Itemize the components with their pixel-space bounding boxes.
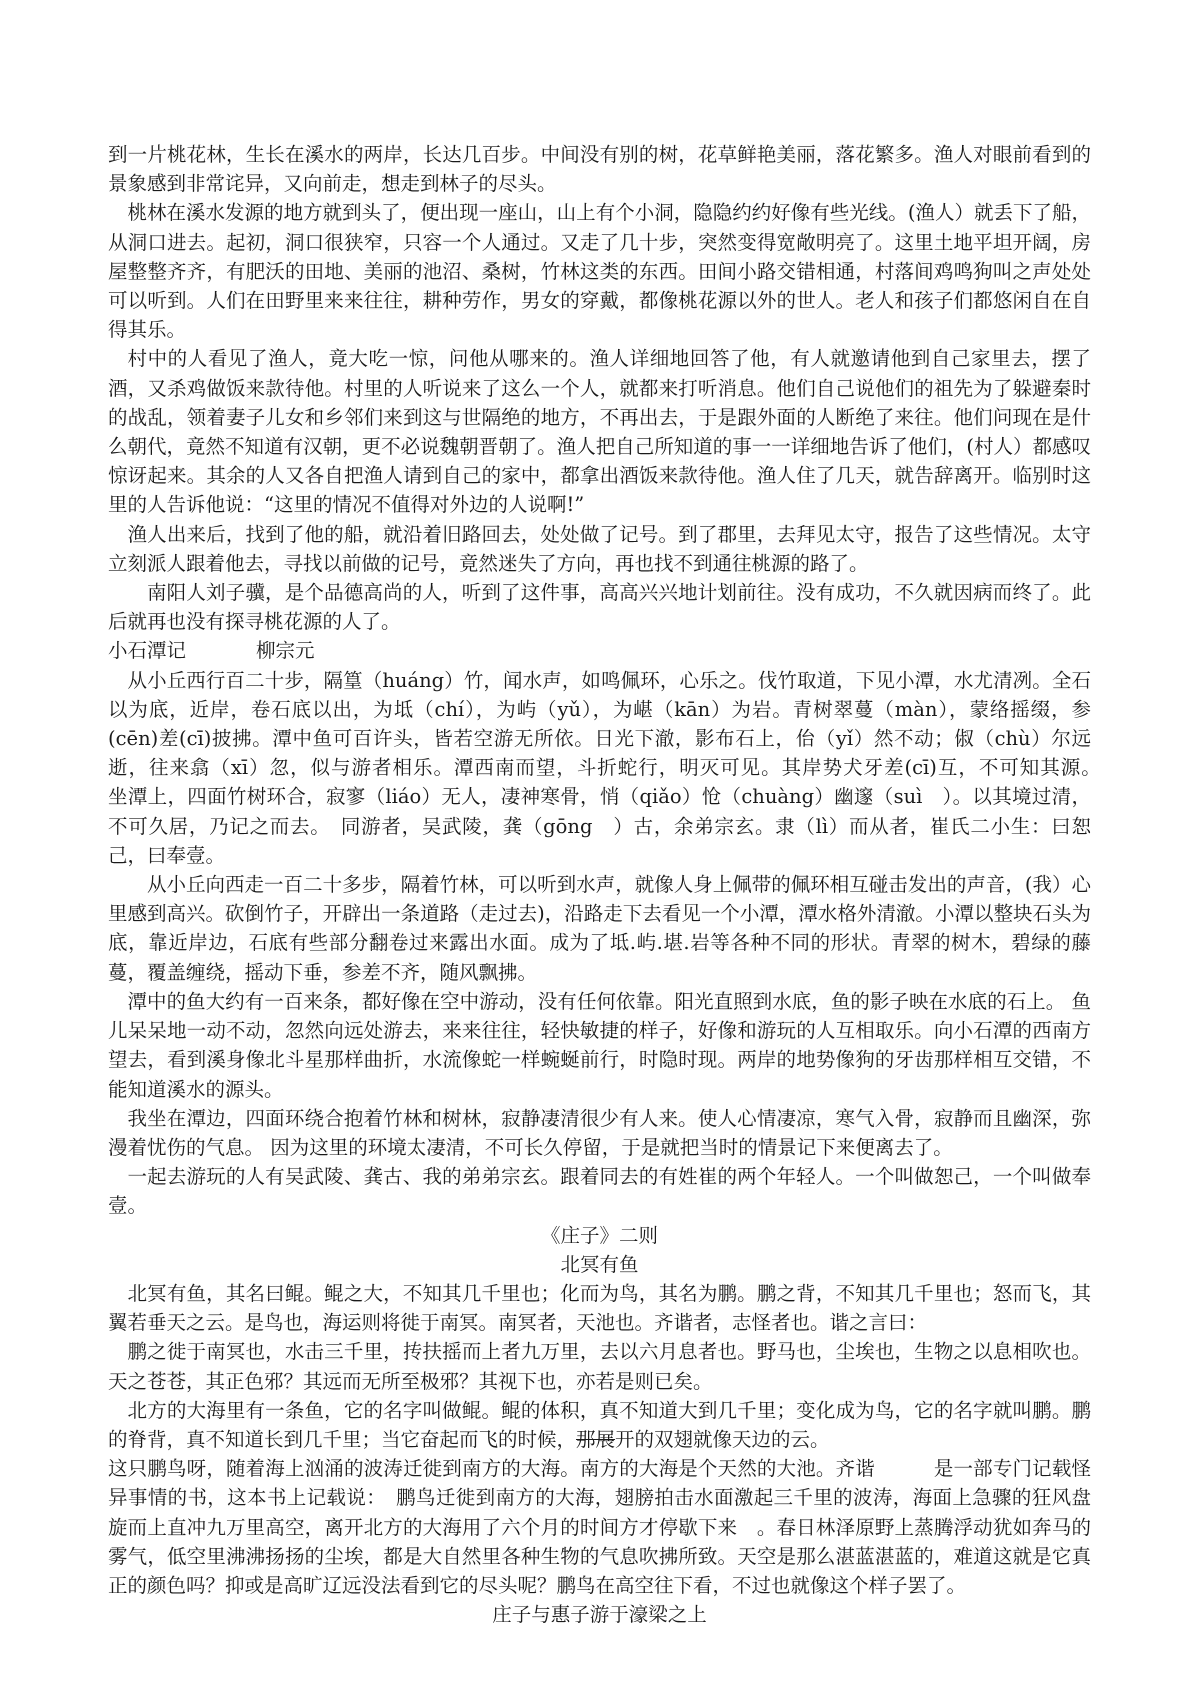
taohua-paragraph-3: 村中的人看见了渔人，竟大吃一惊，问他从哪来的。渔人详细地回答了他，有人就邀请他到自己家里去，摆了酒，又杀鸡做饭来款待他。村里的人听说来了这么一个人，就都来打听消息。他们自己说他们的祖先为了躲避秦时的战乱，领着妻子儿女和乡邻们来到这与世隔绝的地方，不再出去，于是跟外面的人断绝了来往。他们问现在是什么朝代，竟然不知道有汉朝，更不必说魏朝晋朝了。渔人把自己所知道的事一一详细地告诉了他们，(村人）都感叹惊讶起来。其余的人又各自把渔人请到自己的家中，都拿出酒饭来款待他。渔人住了几天，就告辞离开。临别时这里的人告诉他说：“这里的情况不值得对外边的人说啊!” — [108, 347, 1091, 517]
xiaoshitan-translation-4: 一起去游玩的人有吴武陵、龚古、我的弟弟宗玄。跟着同去的有姓崔的两个年轻人。一个叫做恕己，一个叫做奉壹。 — [108, 1165, 1091, 1218]
struck-text: 那展 — [576, 1427, 616, 1451]
taohua-paragraph-5: 南阳人刘子骥，是个品德高尚的人，听到了这件事，高高兴兴地计划前往。没有成功，不久就因病而终了。此后就再也没有探寻桃花源的人了。 — [108, 581, 1091, 634]
beiming-original-1: 北冥有鱼，其名曰鲲。鲲之大，不知其几千里也；化而为鸟，其名为鹏。鹏之背，不知其几千里也；怒而飞，其翼若垂天之云。是鸟也，海运则将徙于南冥。南冥者，天池也。齐谐者，志怪者也。谐之言曰： — [108, 1281, 1091, 1335]
xiaoshitan-author: 柳宗元 — [256, 639, 315, 663]
taohua-paragraph-1: 到一片桃花林，生长在溪水的两岸，长达几百步。中间没有别的树，花草鲜艳美丽，落花繁多。渔人对眼前看到的景象感到非常诧异，又向前走，想走到林子的尽头。 — [108, 143, 1091, 196]
xiaoshitan-translation-3: 我坐在潭边，四面环绕合抱着竹林和树林，寂静凄清很少有人来。使人心情凄凉，寒气入骨，寂静而且幽深，弥漫着忧伤的气息。 因为这里的环境太凄清，不可长久停留，于是就把当时的情景记下来便离去了。 — [108, 1106, 1091, 1159]
haoliang-subtitle: 庄子与惠子游于濠梁之上 — [492, 1603, 707, 1627]
xiaoshitan-translation-2: 潭中的鱼大约有一百来条，都好像在空中游动，没有任何依靠。阳光直照到水底，鱼的影子映在水底的石上。 鱼儿呆呆地一动不动，忽然向远处游去，来来往往，轻快敏捷的样子，好像和游玩的人互相取乐。向小石潭的西南方望去，看到溪身像北斗星那样曲折，水流像蛇一样蜿蜒前行，时隐时现。两岸的地势像狗的牙齿那样相互交错，不能知道溪水的源头。 — [108, 989, 1091, 1101]
taohua-paragraph-4: 渔人出来后，找到了他的船，就沿着旧路回去，处处做了记号。到了郡里，去拜见太守，报告了这些情况。太守立刻派人跟着他去，寻找以前做的记号，竟然迷失了方向，再也找不到通往桃源的路了。 — [108, 522, 1091, 575]
xiaoshitan-original-text: 从小丘西行百二十步，隔篁（huáng）竹，闻水声，如鸣佩环，心乐之。伐竹取道，下见小潭，水尤清冽。全石以为底，近岸，卷石底以出，为坻（chí），为屿（yǔ），为嵁（kān）为岩。青树翠蔓（màn），蒙络摇缀，参(cēn)差(cī)披拂。潭中鱼可百许头，皆若空游无所依。日光下澈，影布石上，佁（yǐ）然不动；俶（chù）尔远逝，往来翕（xī）忽，似与游者相乐。潭西南而望，斗折蛇行，明灭可见。其岸势犬牙差(cī)互，不可知其源。 坐潭上，四面竹树环合，寂寥（liáo）无人，凄神寒骨，悄（qiǎo）怆（chuàng）幽邃（suì ）。以其境过清，不可久居，乃记之而去。 同游者，吴武陵，龚（gōng ）古，余弟宗玄。隶（lì）而从者，崔氏二小生：曰恕己，曰奉壹。 — [108, 668, 1150, 867]
zhuangzi-title: 《庄子》二则 — [540, 1223, 658, 1247]
xiaoshitan-title: 小石潭记 — [108, 639, 187, 663]
xiaoshitan-translation-1: 从小丘向西走一百二十多步，隔着竹林，可以听到水声，就像人身上佩带的佩环相互碰击发出的声音，(我）心里感到高兴。砍倒竹子，开辟出一条道路（走过去)，沿路走下去看见一个小潭，潭水格外清澈。小潭以整块石头为底，靠近岸边，石底有些部分翻卷过来露出水面。成为了坻.屿.堪.岩等各种不同的形状。青翠的树木，碧绿的藤蔓，覆盖缠绕，摇动下垂，参差不齐，随风飘拂。 — [108, 873, 1091, 984]
beiming-original-2: 鹏之徙于南冥也，水击三千里，抟扶摇而上者九万里，去以六月息者也。野马也，尘埃也，生物之以息相吹也。天之苍苍，其正色邪？其远而无所至极邪？其视下也，亦若是则已矣。 — [108, 1340, 1091, 1393]
beiming-subtitle: 北冥有鱼 — [560, 1252, 639, 1276]
taohua-paragraph-2: 桃林在溪水发源的地方就到头了，便出现一座山，山上有个小洞，隐隐约约好像有些光线。(渔人）就丢下了船，从洞口进去。起初，洞口很狭窄，只容一个人通过。又走了几十步，突然变得宽敞明亮了。这里土地平坦开阔，房屋整整齐齐，有肥沃的田地、美丽的池沼、桑树，竹林这类的东西。田间小路交错相通，村落间鸡鸣狗叫之声处处可以听到。人们在田野里来来往往，耕种劳作，男女的穿戴，都像桃花源以外的世人。老人和孩子们都悠闲自在自得其乐。 — [108, 201, 1091, 342]
beiming-translation-1-start: 北方的大海里有一条鱼，它的名字叫做鲲。鲲的体积，真不知道大到几千里；变化成为鸟，它的名字就叫鹏。鹏的脊背，真不知道长到几千里；当它奋起而飞的时候， — [108, 1398, 1091, 1451]
xiaoshitan-heading — [108, 636, 1091, 665]
beiming-translation-1 — [108, 1396, 1091, 1454]
beiming-translation-2: 这只鹏鸟呀，随着海上汹涌的波涛迁徙到南方的大海。南方的大海是个天然的大池。齐谐 是一部专门记载怪异事情的书，这本书上记载说： 鹏鸟迁徙到南方的大海，翅膀拍击水面激起三千里的波涛，海面上急骤的狂风盘旋而上直冲九万里高空，离开北方的大海用了六个月的时间方才停歇下来 。春日林泽原野上蒸腾浮动犹如奔马的雾气，低空里沸沸扬扬的尘埃，都是大自然里各种生物的气息吹拂所致。天空是那么湛蓝湛蓝的，难道这就是它真正的颜色吗？抑或是高旷辽远没法看到它的尽头呢？鹏鸟在高空往下看，不过也就像这个样子罢了。 — [108, 1457, 1091, 1597]
beiming-translation-1-end: 开的双翅就像天边的云。 — [615, 1427, 830, 1451]
